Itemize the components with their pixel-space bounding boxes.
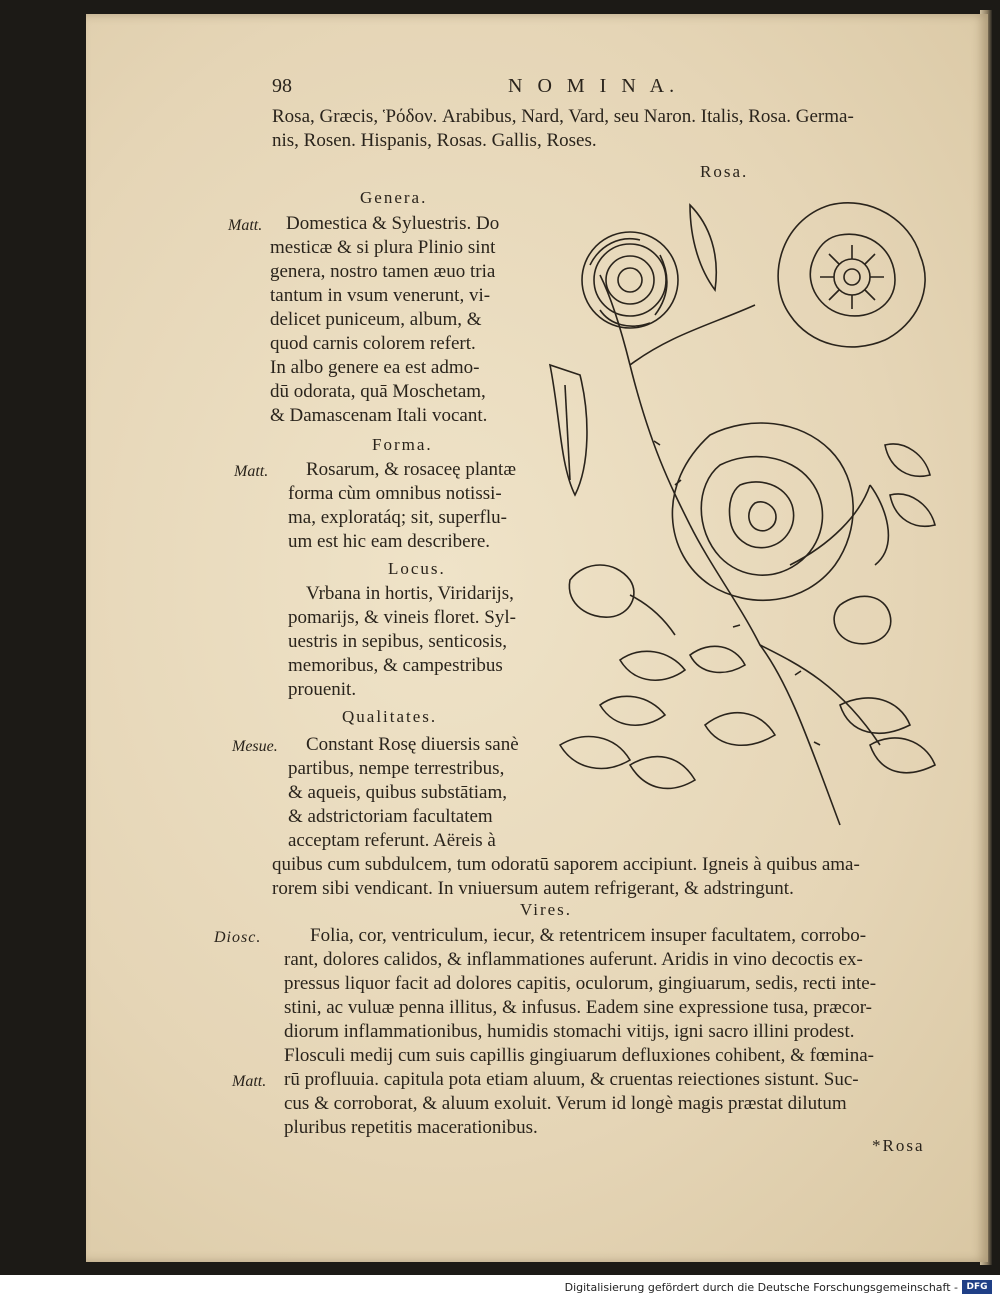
- genera-line: quod carnis colorem refert.: [270, 333, 476, 354]
- locus-line: Vrbana in hortis, Viridarijs,: [306, 583, 514, 604]
- rose-bud-lower-right: [834, 596, 891, 643]
- vires-marginal-diosc: Diosc.: [214, 929, 262, 946]
- intro-line-1: Rosa, Græcis, Ῥόδον. Arabibus, Nard, Vard, seu Naron. Italis, Rosa. Germa-: [272, 106, 854, 127]
- rose-flower-top-right: [778, 203, 925, 347]
- vires-line: cus & corroborat, & aluum exoluit. Verum id longè magis præstat dilutum: [284, 1093, 847, 1114]
- qualitates-wide-line: quibus cum subdulcem, tum odoratū saporem accipiunt. Igneis à quibus ama-: [272, 854, 860, 875]
- qualitates-line: Constant Rosę diuersis sanè: [306, 734, 519, 755]
- rose-woodcut-illustration: [540, 185, 945, 845]
- footer-credit-text: Digitalisierung gefördert durch die Deutsche Forschungsgemeinschaft -: [564, 1281, 958, 1294]
- genera-marginal: Matt.: [228, 217, 263, 234]
- forma-line: Rosarum, & rosaceę plantæ: [306, 459, 517, 480]
- forma-marginal: Matt.: [234, 463, 269, 480]
- qualitates-heading: Qualitates.: [342, 707, 438, 726]
- rose-flower-center: [672, 423, 853, 600]
- locus-line: prouenit.: [288, 679, 357, 700]
- vires-line: pressus liquor facit ad dolores capitis, oculorum, gingiuarum, sedis, recti inte-: [284, 973, 877, 994]
- genera-heading: Genera.: [360, 188, 428, 207]
- locus-heading: Locus.: [388, 559, 446, 578]
- forma-line: forma cùm omnibus notissi-: [288, 483, 502, 504]
- vires-line: stini, ac vuluæ penna illitus, & infusus. Eadem sine expressione tusa, præcor-: [284, 997, 872, 1018]
- vires-line: rant, dolores calidos, & inflammationes auferunt. Aridis in vino decoctis ex-: [284, 949, 863, 970]
- vires-line: Flosculi medij cum suis capillis gingiuarum defluxiones cohibent, & fœmina-: [284, 1045, 874, 1066]
- qualitates-wide-line: rorem sibi vendicant. In vniuersum autem refrigerant, & adstringunt.: [272, 878, 794, 899]
- vires-line: diorum inflammationibus, humidis stomachi vitijs, igni sacro illini prodest.: [284, 1021, 855, 1042]
- genera-line: mesticæ & si plura Plinio sint: [270, 237, 496, 258]
- genera-line: genera, nostro tamen æuo tria: [270, 261, 496, 282]
- vires-marginal-matt: Matt.: [232, 1073, 267, 1090]
- genera-line: & Damascenam Itali vocant.: [270, 405, 488, 426]
- vires-line: rū profluuia. capitula pota etiam aluum, & cruentas reiectiones sistunt. Suc-: [284, 1069, 859, 1090]
- genera-line: delicet puniceum, album, &: [270, 309, 482, 330]
- dfg-logo: DFG: [962, 1280, 992, 1294]
- figure-caption: Rosa.: [700, 162, 749, 181]
- intro-line-2: nis, Rosen. Hispanis, Rosas. Gallis, Roses.: [272, 130, 597, 151]
- genera-line: In albo genere ea est admo-: [270, 357, 480, 378]
- rose-bud-top: [582, 232, 678, 328]
- page-number: 98: [272, 75, 292, 97]
- qualitates-line: & adstrictoriam facultatem: [288, 806, 493, 827]
- qualitates-line: & aqueis, quibus substātiam,: [288, 782, 508, 803]
- forma-line: um est hic eam describere.: [288, 531, 491, 552]
- genera-line: tantum in vsum venerunt, vi-: [270, 285, 491, 306]
- qualitates-marginal: Mesue.: [232, 738, 278, 755]
- vires-line: pluribus repetitis macerationibus.: [284, 1117, 538, 1138]
- forma-line: ma, exploratáq; sit, superflu-: [288, 507, 507, 528]
- locus-line: pomarijs, & vineis floret. Syl-: [288, 607, 516, 628]
- catchword: *Rosa: [872, 1136, 925, 1155]
- vires-line: Folia, cor, ventriculum, iecur, & retentricem insuper facultatem, corrobo-: [310, 925, 867, 946]
- qualitates-line: partibus, nempe terrestribus,: [288, 758, 505, 779]
- forma-heading: Forma.: [372, 435, 433, 454]
- locus-line: uestris in sepibus, senticosis,: [288, 631, 508, 652]
- rose-bud-lower-left: [569, 565, 675, 635]
- running-head: N O M I N A.: [508, 75, 680, 97]
- qualitates-line: acceptam referunt. Aëreis à: [288, 830, 496, 851]
- locus-line: memoribus, & campestribus: [288, 655, 503, 676]
- vires-heading: Vires.: [520, 900, 573, 919]
- genera-line: dū odorata, quā Moschetam,: [270, 381, 486, 402]
- genera-line: Domestica & Syluestris. Do: [286, 213, 500, 234]
